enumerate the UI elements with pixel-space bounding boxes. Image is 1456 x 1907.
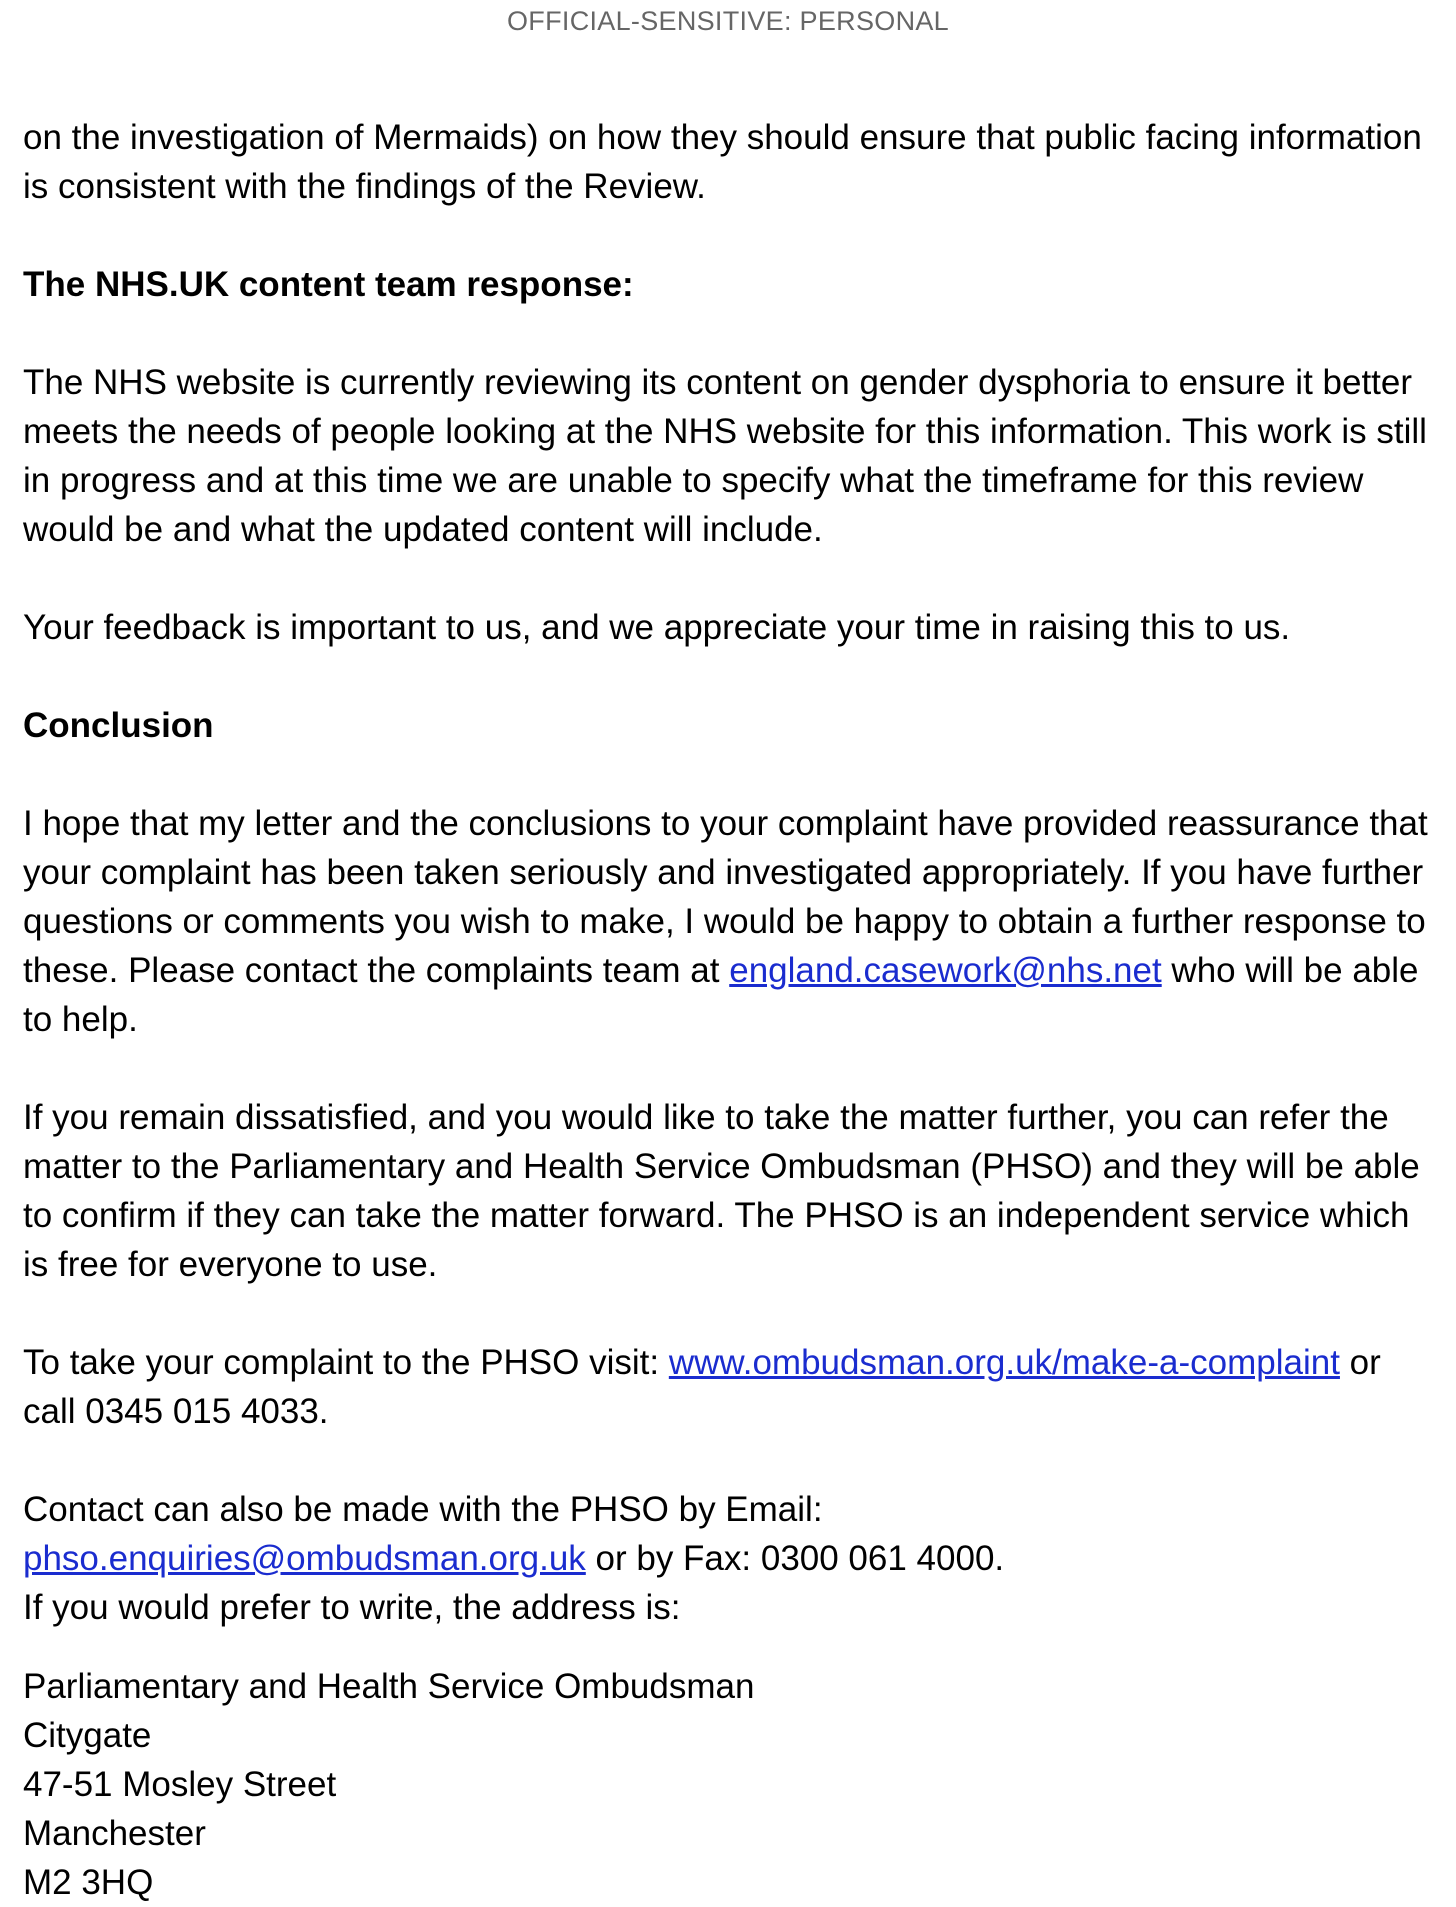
response-paragraph: The NHS website is currently reviewing its content on gender dysphoria to ensure it better meets the needs of people looking at the NHS website for this information. This work is still in progress and at this time we are unable to specify what the timeframe for this review would be and what the updated content will include. bbox=[23, 363, 1427, 549]
phso-email-link[interactable]: phso.enquiries@ombudsman.org.uk bbox=[23, 1539, 586, 1578]
conclusion-heading: Conclusion bbox=[23, 706, 214, 745]
contact-fax-text: or by Fax: 0300 061 4000. bbox=[585, 1539, 1005, 1578]
phso-visit-text-before: To take your complaint to the PHSO visit: bbox=[23, 1343, 669, 1382]
phso-visit-paragraph bbox=[23, 1338, 1443, 1436]
address-line-3: 47-51 Mosley Street bbox=[23, 1765, 337, 1804]
postal-address bbox=[23, 1662, 1443, 1907]
address-line-1: Parliamentary and Health Service Ombudsman bbox=[23, 1667, 755, 1706]
address-line-4: Manchester bbox=[23, 1814, 206, 1853]
contact-line: Contact can also be made with the PHSO by Email: bbox=[23, 1490, 823, 1529]
conclusion-text-after: who will be able to help. bbox=[23, 951, 1419, 1039]
security-classification-header: OFFICIAL-SENSITIVE: PERSONAL bbox=[507, 6, 949, 36]
feedback-paragraph: Your feedback is important to us, and we appreciate your time in raising this to us. bbox=[23, 608, 1291, 647]
conclusion-text-before: I hope that my letter and the conclusions to your complaint have provided reassurance that your complaint has been taken seriously and investigated appropriately. If you have further questions or comments you wish to make, I would be happy to obtain a further response to these. Please contact the complaints team at bbox=[23, 804, 1428, 990]
contact-paragraph bbox=[23, 1485, 1443, 1632]
response-heading: The NHS.UK content team response: bbox=[23, 265, 634, 304]
phso-complaint-link[interactable]: www.ombudsman.org.uk/make-a-complaint bbox=[668, 1343, 1340, 1382]
casework-email-link[interactable]: england.casework@nhs.net bbox=[729, 951, 1162, 990]
conclusion-paragraph bbox=[23, 799, 1443, 1044]
write-line: If you would prefer to write, the address is: bbox=[23, 1588, 681, 1627]
dissatisfied-paragraph: If you remain dissatisfied, and you would like to take the matter further, you can refer the matter to the Parliamentary and Health Service Ombudsman (PHSO) and they will be able to confirm if they can take the matter forward. The PHSO is an independent service which is free for everyone to use. bbox=[23, 1098, 1420, 1284]
phso-visit-text-after: or call 0345 015 4033. bbox=[23, 1343, 1381, 1431]
address-line-2: Citygate bbox=[23, 1716, 152, 1755]
address-line-5: M2 3HQ bbox=[23, 1863, 154, 1902]
intro-paragraph: on the investigation of Mermaids) on how they should ensure that public facing information is consistent with the findings of the Review. bbox=[23, 118, 1422, 206]
letter-body bbox=[23, 113, 1443, 1907]
